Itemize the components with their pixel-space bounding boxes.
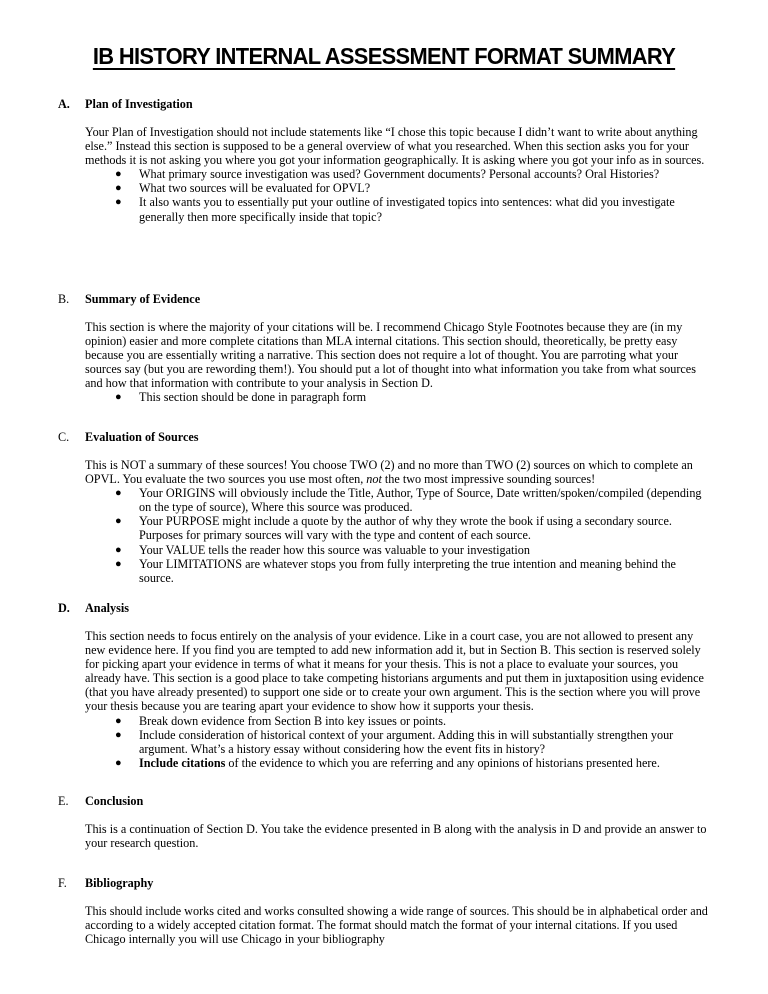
list-item	[85, 543, 713, 557]
section-e-title: Conclusion	[85, 794, 144, 808]
section-c-paragraph	[85, 458, 713, 486]
list-item	[85, 557, 713, 585]
section-a-bullet-list	[85, 167, 713, 223]
section-b-body	[85, 320, 713, 405]
section-f-title: Bibliography	[85, 876, 154, 890]
list-item-text: Your PURPOSE might include a quote by the author of why they wrote the book if using a secondary source. Purposes for primary sources will vary with the type and content of each source.	[139, 514, 672, 543]
section-a-title: Plan of Investigation	[85, 97, 193, 111]
section-b-paragraph: This section is where the majority of your citations will be. I recommend Chicago Style Footnotes because they are (in my opinion) easier and more complete citations than MLA internal citations. This section should, theoretically, be pretty easy because you are essentially writing a narrative. This section does not require a lot of thought. You are parroting what your sources say (but you are rewording them!). You should put a lot of thought into what information you take from what sources and how that information with contribute to your analysis in Section D.	[85, 320, 696, 391]
bullet-icon: ●	[115, 196, 122, 209]
list-item-text: Your VALUE tells the reader how this source was valuable to your investigation	[139, 542, 530, 557]
section-d-paragraph: This section needs to focus entirely on the analysis of your evidence. Like in a court case, you are not allowed to present any new evidence here. If you find you are tempted to add new information add it, but in Section B. This section is reserved solely for picking apart your evidence in terms of what it means for your thesis. This is not a place to evaluate your sources, you already have. This section is a good place to take competing historians arguments and put them in juxtaposition using evidence (that you have already presented) to support one side or to create your own argument. This is the section where you will prove your thesis because you are tearing apart your evidence to show how it supports your thesis.	[85, 629, 704, 714]
section-c-bullet-list	[85, 486, 713, 585]
list-item-text: Your LIMITATIONS are whatever stops you from fully interpreting the true intention and meaning behind the source.	[139, 556, 676, 585]
section-f-body	[85, 904, 713, 946]
section-e-paragraph: This is a continuation of Section D. You take the evidence presented in B along with the analysis in D and provide an answer to your research question.	[85, 822, 707, 851]
section-c-body	[85, 458, 713, 585]
section-b-title: Summary of Evidence	[85, 292, 201, 306]
bullet-icon: ●	[115, 515, 122, 528]
section-e-letter: E.	[58, 794, 69, 808]
section-c-intro-emphasis: not	[366, 472, 382, 487]
bullet-icon: ●	[115, 391, 122, 404]
bullet-icon: ●	[115, 714, 122, 727]
list-item-text: What two sources will be evaluated for OPVL?	[139, 181, 371, 196]
section-f-letter: F.	[58, 876, 67, 890]
section-e-heading	[58, 794, 143, 808]
list-item-text: of the evidence to which you are referring and any opinions of historians presented here.	[225, 755, 660, 770]
section-c-intro-1: This is NOT a summary of these sources! You choose TWO (2) and no more than TWO (2) sources on which to complete an OPVL. You evaluate the two sources you use most often,	[85, 458, 693, 487]
bullet-icon: ●	[115, 487, 122, 500]
bullet-icon: ●	[115, 756, 122, 769]
section-d-title: Analysis	[85, 601, 130, 615]
list-item	[85, 167, 713, 181]
section-c-intro-2: the two most impressive sounding sources!	[381, 472, 596, 487]
bullet-icon: ●	[115, 182, 122, 195]
list-item-text: This section should be done in paragraph form	[139, 390, 367, 405]
list-item	[85, 756, 713, 770]
section-b-bullet-list	[85, 390, 713, 404]
list-item	[85, 181, 713, 195]
section-a-letter: A.	[58, 97, 70, 111]
section-e-body	[85, 822, 713, 850]
section-b-letter: B.	[58, 292, 70, 306]
list-item	[85, 195, 713, 223]
section-f-paragraph: This should include works cited and works consulted showing a wide range of sources. This should be in alphabetical order and according to a widely accepted citation format. The format should match the format of your internal citations. If you used Chicago internally you will use Chicago in your bibliography	[85, 904, 708, 947]
section-a-paragraph: Your Plan of Investigation should not include statements like “I chose this topic because I didn’t want to write about anything else.” Instead this section is supposed to be a general overview of what you researched. When this section asks you for your methods it is not asking you where you got your information geographically. It is asking where you got your info as in sources.	[85, 125, 705, 168]
section-d-body	[85, 629, 713, 770]
list-item-text: It also wants you to essentially put your outline of investigated topics into sentences: what did you investigate generally then more specifically inside that topic?	[139, 195, 675, 224]
list-item	[85, 714, 713, 728]
section-d-letter: D.	[58, 601, 70, 615]
section-c-letter: C.	[58, 430, 70, 444]
section-d-heading	[58, 601, 129, 615]
section-a-body	[85, 125, 713, 224]
section-d-bullet-list	[85, 714, 713, 770]
section-c-heading	[58, 430, 199, 444]
list-item	[85, 390, 713, 404]
list-item-bold-text: Include citations	[139, 755, 226, 770]
list-item	[85, 486, 713, 514]
bullet-icon: ●	[115, 168, 122, 181]
list-item-text: Break down evidence from Section B into key issues or points.	[139, 713, 447, 728]
page-title: IB HISTORY INTERNAL ASSESSMENT FORMAT SUMMARY	[92, 43, 676, 69]
list-item	[85, 728, 713, 756]
section-c-title: Evaluation of Sources	[85, 430, 199, 444]
list-item-text: Your ORIGINS will obviously include the Title, Author, Type of Source, Date written/spoken/compiled (depending on the type of source), Where this source was produced.	[139, 486, 702, 515]
section-a-heading	[58, 97, 193, 111]
bullet-icon: ●	[115, 543, 122, 556]
section-b-heading	[58, 292, 200, 306]
list-item	[85, 514, 713, 542]
list-item-text: Include consideration of historical context of your argument. Adding this in will substantially strengthen your argument. What’s a history essay without considering how the event fits in history?	[139, 727, 674, 756]
list-item-text: What primary source investigation was used? Government documents? Personal accounts? Oral Histories?	[139, 167, 660, 182]
bullet-icon: ●	[115, 728, 122, 741]
section-f-heading	[58, 876, 153, 890]
bullet-icon: ●	[115, 557, 122, 570]
